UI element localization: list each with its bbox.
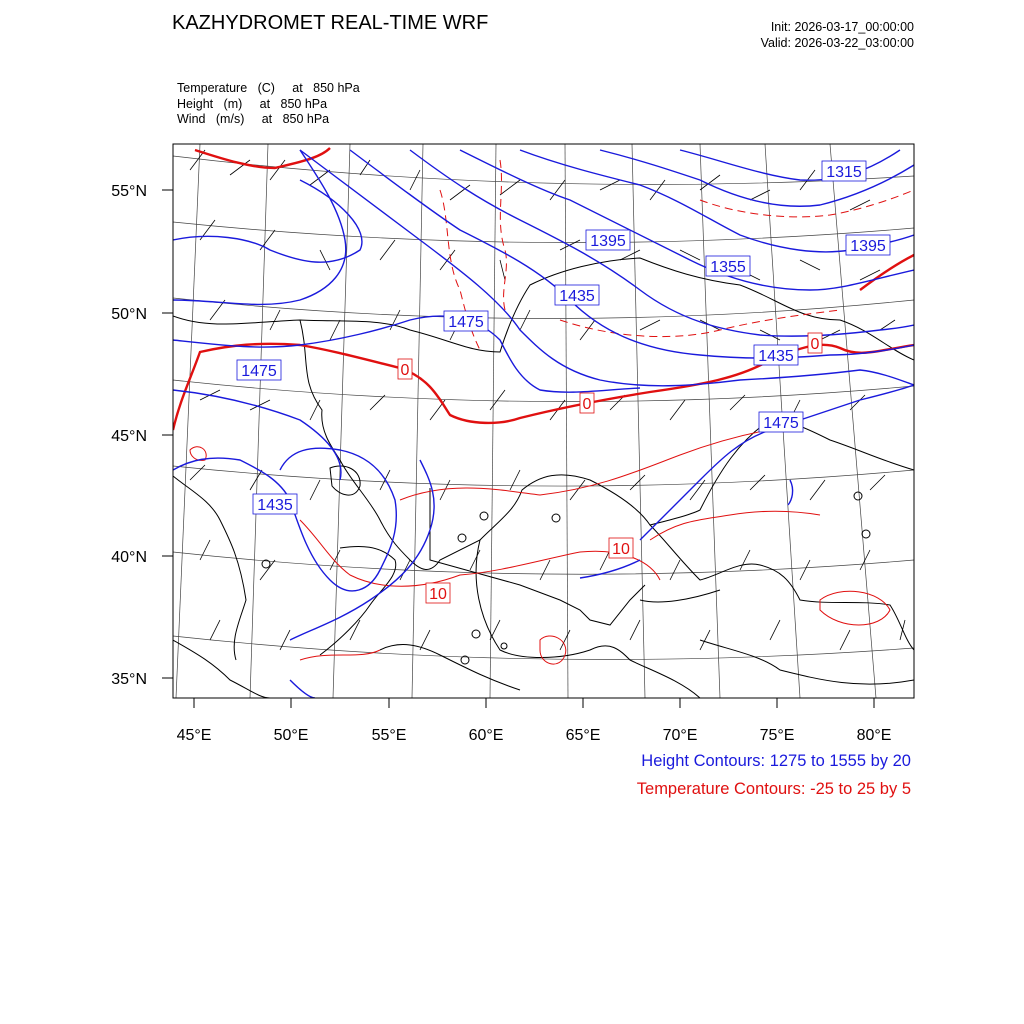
lat-label: 35°N (111, 671, 147, 688)
height-label: 1315 (826, 164, 862, 181)
lat-label: 55°N (111, 183, 147, 200)
height-label: 1435 (758, 348, 794, 365)
temperature-legend: Temperature Contours: -25 to 25 by 5 (636, 780, 911, 798)
lon-label: 45°E (176, 727, 212, 744)
valid-time: Valid: 2026-03-22_03:00:00 (760, 36, 914, 50)
contour-label-boxes (237, 161, 890, 603)
lat-label: 45°N (111, 428, 147, 445)
temperature-label: 0 (400, 362, 410, 379)
chart-title: KAZHYDROMET REAL-TIME WRF (172, 12, 489, 34)
height-label: 1475 (241, 363, 277, 380)
height-label: 1395 (590, 233, 626, 250)
temperature-label: 0 (582, 396, 592, 413)
wind-barbs (190, 150, 905, 650)
height-legend: Height Contours: 1275 to 1555 by 20 (641, 752, 911, 770)
temperature-label: 10 (429, 586, 447, 603)
lon-label: 65°E (565, 727, 601, 744)
temperature-label: 0 (810, 336, 820, 353)
lon-label: 55°E (371, 727, 407, 744)
height-label: 1395 (850, 238, 886, 255)
axis-ticks (162, 190, 874, 708)
field-height: Height (m) at 850 hPa (177, 96, 328, 111)
lon-label: 80°E (856, 727, 892, 744)
lon-label: 70°E (662, 727, 698, 744)
height-label: 1355 (710, 259, 746, 276)
field-temperature: Temperature (C) at 850 hPa (177, 81, 360, 95)
height-label: 1475 (448, 314, 484, 331)
lon-label: 75°E (759, 727, 795, 744)
height-label: 1475 (763, 415, 799, 432)
lon-label: 50°E (273, 727, 309, 744)
height-label: 1435 (257, 497, 293, 514)
lon-label: 60°E (468, 727, 504, 744)
height-label: 1435 (559, 288, 595, 305)
lat-label: 40°N (111, 549, 147, 566)
temperature-label: 10 (612, 541, 630, 558)
init-time: Init: 2026-03-17_00:00:00 (770, 20, 914, 34)
country-borders (173, 258, 914, 698)
field-wind: Wind (m/s) at 850 hPa (177, 112, 330, 126)
lat-label: 50°N (111, 306, 147, 323)
